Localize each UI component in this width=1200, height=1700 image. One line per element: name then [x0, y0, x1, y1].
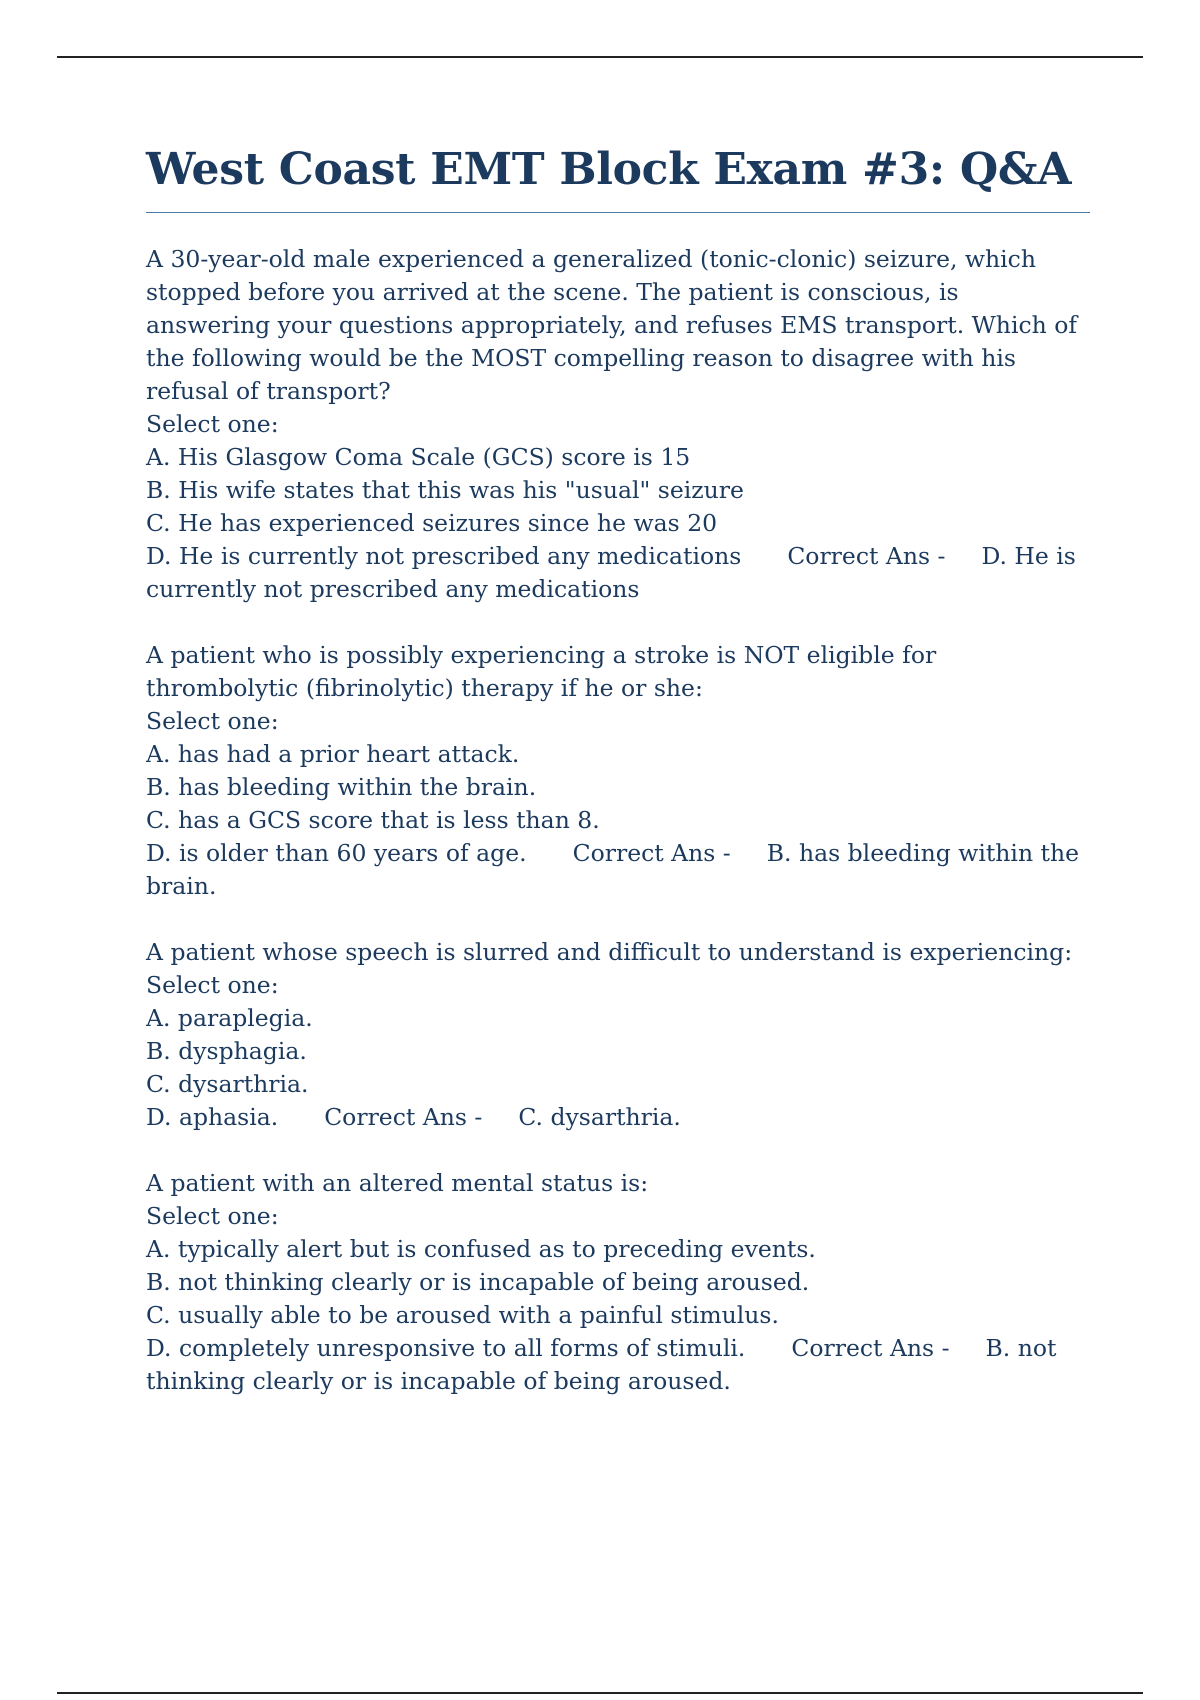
option-d-with-answer	[146, 1332, 1090, 1398]
option-a: A. typically alert but is confused as to preceding events.	[146, 1235, 816, 1263]
option-c: C. He has experienced seizures since he was 20	[146, 509, 718, 537]
select-one-label: Select one:	[146, 971, 279, 999]
correct-answer-label: Correct Ans -	[572, 839, 731, 867]
question-block	[146, 1167, 1090, 1398]
correct-answer-label: Correct Ans -	[791, 1334, 950, 1362]
option-d: D. completely unresponsive to all forms of stimuli.	[146, 1334, 746, 1362]
option-d-with-answer	[146, 837, 1090, 903]
option-c: C. usually able to be aroused with a painful stimulus.	[146, 1301, 779, 1329]
option-b: B. dysphagia.	[146, 1037, 307, 1065]
top-rule	[57, 56, 1143, 58]
option-a: A. paraplegia.	[146, 1004, 313, 1032]
bottom-rule	[57, 1692, 1143, 1694]
correct-answer: D. He is currently not prescribed any medications	[146, 542, 1076, 603]
select-one-label: Select one:	[146, 707, 279, 735]
question-text: A 30-year-old male experienced a generalized (tonic-clonic) seizure, which stopped before you arrived at the scene. The patient is conscious, is answering your questions appropriately, and refuses EMS transport. Which of the following would be the MOST compelling reason to disagree with his refusal of transport?	[146, 245, 1078, 405]
option-d-with-answer	[146, 540, 1090, 606]
question-block	[146, 936, 1090, 1134]
page-title: West Coast EMT Block Exam #3: Q&A	[146, 142, 1090, 213]
question-block	[146, 639, 1090, 903]
correct-answer: B. not thinking clearly or is incapable of being aroused.	[146, 1334, 1057, 1395]
select-one-label: Select one:	[146, 1202, 279, 1230]
correct-answer-label: Correct Ans -	[324, 1103, 483, 1131]
select-one-label: Select one:	[146, 410, 279, 438]
option-b: B. His wife states that this was his "usual" seizure	[146, 476, 744, 504]
option-a: A. His Glasgow Coma Scale (GCS) score is 15	[146, 443, 691, 471]
document-body	[146, 142, 1090, 1398]
option-a: A. has had a prior heart attack.	[146, 740, 520, 768]
correct-answer: C. dysarthria.	[518, 1103, 681, 1131]
question-text: A patient who is possibly experiencing a stroke is NOT eligible for thrombolytic (fibrinolytic) therapy if he or she:	[146, 641, 937, 702]
correct-answer-label: Correct Ans -	[787, 542, 946, 570]
question-text: A patient with an altered mental status is:	[146, 1169, 649, 1197]
option-d: D. is older than 60 years of age.	[146, 839, 527, 867]
option-d-with-answer	[146, 1101, 1090, 1134]
option-d: D. He is currently not prescribed any medications	[146, 542, 742, 570]
correct-answer: B. has bleeding within the brain.	[146, 839, 1080, 900]
option-b: B. not thinking clearly or is incapable of being aroused.	[146, 1268, 810, 1296]
question-block	[146, 243, 1090, 606]
option-b: B. has bleeding within the brain.	[146, 773, 537, 801]
question-text: A patient whose speech is slurred and difficult to understand is experiencing:	[146, 938, 1073, 966]
option-c: C. has a GCS score that is less than 8.	[146, 806, 600, 834]
option-c: C. dysarthria.	[146, 1070, 309, 1098]
option-d: D. aphasia.	[146, 1103, 279, 1131]
